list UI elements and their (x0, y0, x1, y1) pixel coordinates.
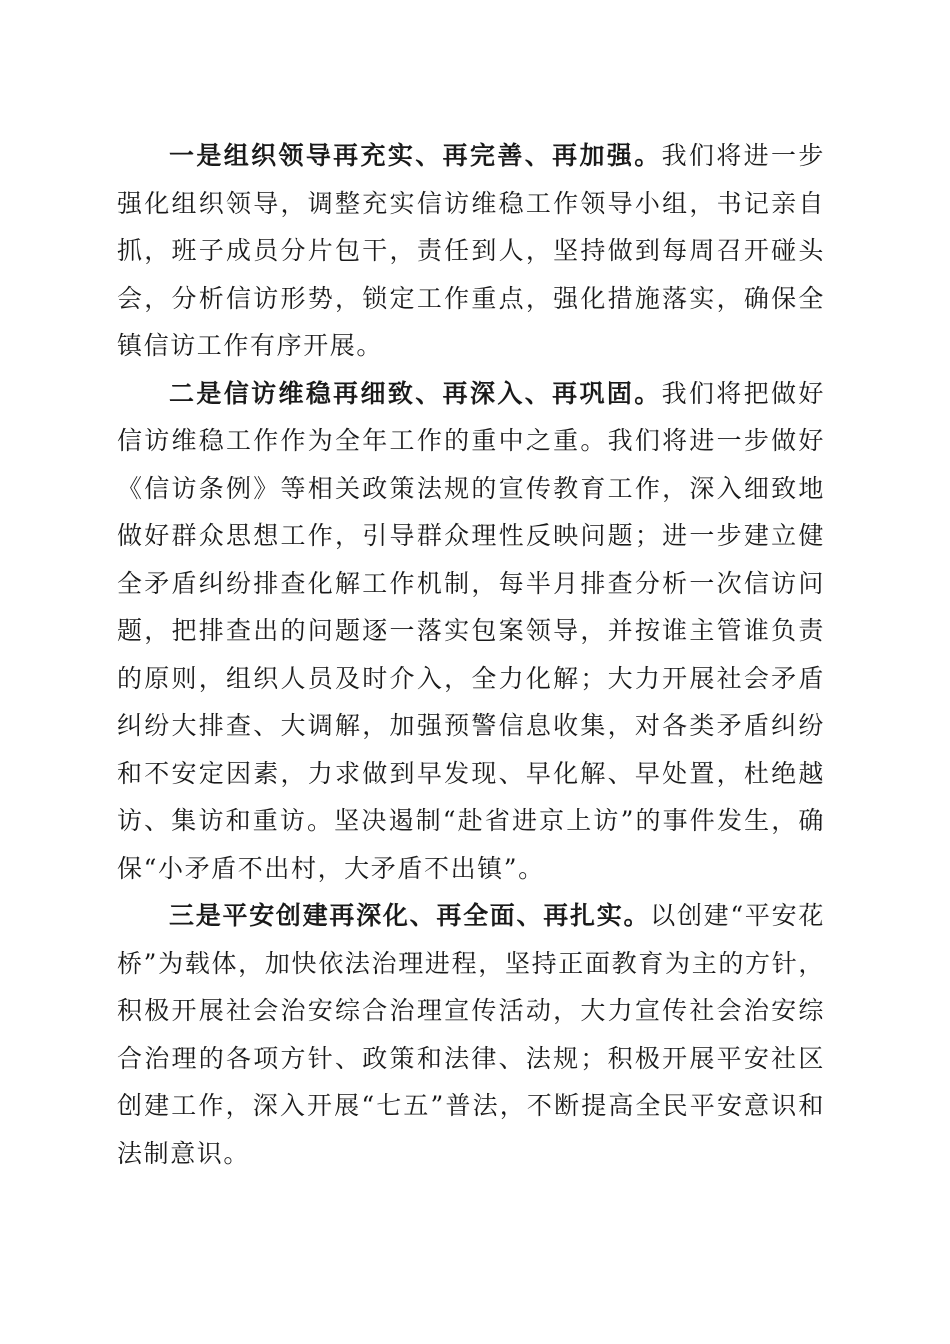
paragraph-text: 我们将进一步强化组织领导，调整充实信访维稳工作领导小组，书记亲自抓，班子成员分片包干，责任到人，坚持做到每周召开碰头会，分析信访形势，锁定工作重点，强化措施落实，确保全镇信访工作有序开展。 (117, 141, 825, 360)
document-body (117, 132, 825, 1177)
paragraph-lead: 三是平安创建再深化、再全面、再扎实。 (169, 901, 651, 930)
paragraph-lead: 一是组织领导再充实、再完善、再加强。 (169, 141, 662, 170)
paragraph-petition-stability (117, 370, 825, 893)
paragraph-text: 以创建“平安花桥”为载体，加快依法治理进程，坚持正面教育为主的方针，积极开展社会治安综合治理宣传活动，大力宣传社会治安综合治理的各项方针、政策和法律、法规；积极开展平安社区创建工作，深入开展“七五”普法，不断提高全民平安意识和法制意识。 (117, 901, 826, 1168)
paragraph-lead: 二是信访维稳再细致、再深入、再巩固。 (169, 378, 662, 408)
paragraph-text: 我们将把做好信访维稳工作作为全年工作的重中之重。我们将进一步做好《信访条例》等相关政策法规的宣传教育工作，深入细致地做好群众思想工作，引导群众理性反映问题；进一步建立健全矛盾纠纷排查化解工作机制，每半月排查分析一次信访问题，把排查出的问题逐一落实包案领导，并按谁主管谁负责的原则，组织人员及时介入，全力化解；大力开展社会矛盾纠纷大排查、大调解，加强预警信息收集，对各类矛盾纠纷和不安定因素，力求做到早发现、早化解、早处置，杜绝越访、集访和重访。坚决遏制“赴省进京上访”的事件发生，确保“小矛盾不出村，大矛盾不出镇”。 (117, 378, 825, 883)
paragraph-safety-building (117, 892, 825, 1177)
paragraph-organization-leadership (117, 132, 825, 370)
